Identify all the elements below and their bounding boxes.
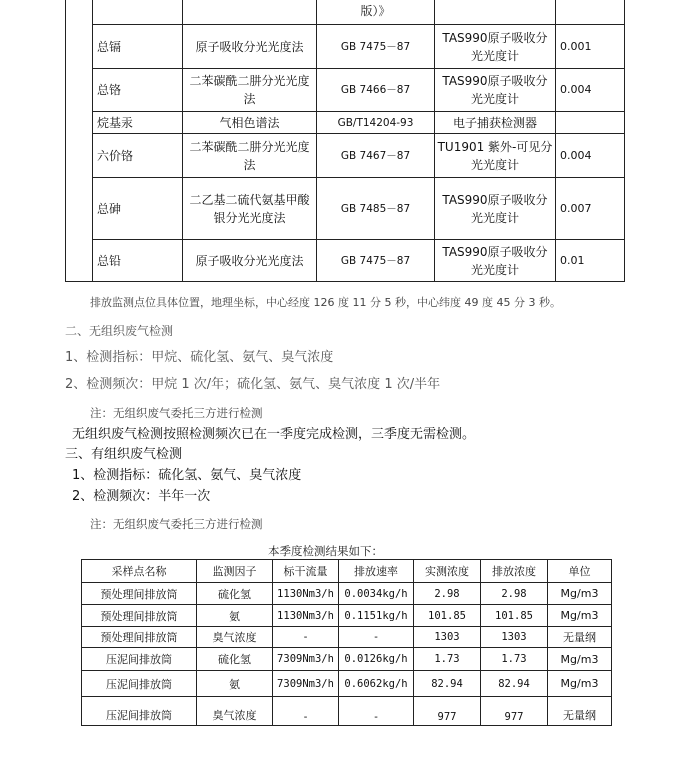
sampling-point: 压泥间排放筒 [82, 671, 197, 697]
section2-title: 二、无组织废气检测 [65, 324, 174, 338]
method-cell: 原子吸收分光光度法 [183, 240, 317, 282]
table-row [66, 112, 625, 134]
section2-statement: 无组织废气检测按照检测频次已在一季度完成检测，三季度无需检测。 [72, 427, 476, 442]
emission-rate: 0.6062kg/h [339, 671, 414, 697]
sampling-point: 预处理间排放筒 [82, 583, 197, 605]
method-cell: 二苯碳酰二肼分光光度法 [183, 69, 317, 112]
column-header: 排放浓度 [481, 560, 548, 583]
instrument-cell: 电子捕获检测器 [435, 112, 556, 134]
monitoring-factor: 硫化氢 [197, 648, 273, 671]
column-header: 排放速率 [339, 560, 414, 583]
monitoring-factor: 氨 [197, 671, 273, 697]
emission-concentration: 977 [481, 697, 548, 726]
measured-concentration: 977 [414, 697, 481, 726]
method-cell: 版）》 [317, 0, 435, 25]
standard-cell: GB/T14204-93 [317, 112, 435, 134]
flow-rate: - [273, 697, 339, 726]
instrument-cell: TAS990原子吸收分光光度计 [435, 69, 556, 112]
emission-rate: 0.1151kg/h [339, 605, 414, 627]
section3-item1: 1、检测指标：硫化氢、氨气、臭气浓度 [72, 468, 302, 483]
flow-rate: 7309Nm3/h [273, 671, 339, 697]
measured-concentration: 1.73 [414, 648, 481, 671]
table-row [82, 671, 612, 697]
pollutant-name: 总砷 [93, 178, 183, 240]
unit: 无量纲 [548, 697, 612, 726]
section3-item2: 2、检测频次：半年一次 [72, 489, 211, 504]
detection-limit-cell: 0.004 [556, 69, 625, 112]
table-row [66, 25, 625, 69]
unit: Mg/m3 [548, 605, 612, 627]
unit: Mg/m3 [548, 671, 612, 697]
method-cell: 原子吸收分光光度法 [183, 25, 317, 69]
table-row [82, 648, 612, 671]
results-table [81, 559, 612, 726]
sampling-point: 压泥间排放筒 [82, 648, 197, 671]
sampling-point: 预处理间排放筒 [82, 605, 197, 627]
unit: Mg/m3 [548, 648, 612, 671]
emission-rate: - [339, 697, 414, 726]
monitoring-factor: 氨 [197, 605, 273, 627]
emission-concentration: 82.94 [481, 671, 548, 697]
standard-cell: GB 7467－87 [317, 134, 435, 178]
section2-item1: 1、检测指标：甲烷、硫化氢、氨气、臭气浓度 [65, 350, 334, 365]
standard-cell: GB 7466－87 [317, 69, 435, 112]
emission-concentration: 2.98 [481, 583, 548, 605]
method-cell: 二乙基二硫代氨基甲酸银分光光度法 [183, 178, 317, 240]
detection-limit-cell: 0.001 [556, 25, 625, 69]
pollutant-name: 总铬 [93, 69, 183, 112]
detection-limit-cell [556, 112, 625, 134]
method-cell: 气相色谱法 [183, 112, 317, 134]
sampling-point: 预处理间排放筒 [82, 627, 197, 648]
detection-limit-cell: 0.007 [556, 178, 625, 240]
emission-concentration: 1.73 [481, 648, 548, 671]
measured-concentration: 82.94 [414, 671, 481, 697]
table-row [82, 627, 612, 648]
measured-concentration: 101.85 [414, 605, 481, 627]
table-row [66, 0, 625, 25]
table-row [82, 605, 612, 627]
flow-rate: - [273, 627, 339, 648]
instrument-cell: TU1901 紫外-可见分光光度计 [435, 134, 556, 178]
monitoring-factor: 臭气浓度 [197, 697, 273, 726]
pollutant-name: 总镉 [93, 25, 183, 69]
table-row [82, 697, 612, 726]
monitoring-factor: 硫化氢 [197, 583, 273, 605]
instrument-cell: TAS990原子吸收分光光度计 [435, 240, 556, 282]
section3-note: 注：无组织废气委托三方进行检测 [90, 517, 263, 531]
section3-title: 三、有组织废气检测 [65, 447, 183, 462]
table-row [66, 240, 625, 282]
table-row [82, 583, 612, 605]
monitoring-methods-table [65, 0, 625, 282]
unit: 无量纲 [548, 627, 612, 648]
column-header: 标干流量 [273, 560, 339, 583]
emission-concentration: 1303 [481, 627, 548, 648]
standard-cell: GB 7475－87 [317, 240, 435, 282]
instrument-cell: TAS990原子吸收分光光度计 [435, 25, 556, 69]
instrument-cell: TAS990原子吸收分光光度计 [435, 178, 556, 240]
monitoring-factor: 臭气浓度 [197, 627, 273, 648]
flow-rate: 7309Nm3/h [273, 648, 339, 671]
emission-rate: 0.0034kg/h [339, 583, 414, 605]
pollutant-name: 烷基汞 [93, 112, 183, 134]
measured-concentration: 2.98 [414, 583, 481, 605]
emission-rate: 0.0126kg/h [339, 648, 414, 671]
column-header: 单位 [548, 560, 612, 583]
detection-limit-cell: 0.004 [556, 134, 625, 178]
emission-concentration: 101.85 [481, 605, 548, 627]
results-caption: 本季度检测结果如下： [268, 544, 383, 558]
table-row [66, 134, 625, 178]
section2-item2: 2、检测频次：甲烷 1 次/年；硫化氢、氨气、臭气浓度 1 次/半年 [65, 377, 441, 392]
pollutant-name: 总铅 [93, 240, 183, 282]
merged-category-cell [66, 0, 93, 282]
table-row [66, 69, 625, 112]
detection-limit-cell: 0.01 [556, 240, 625, 282]
measured-concentration: 1303 [414, 627, 481, 648]
emission-rate: - [339, 627, 414, 648]
column-header: 实测浓度 [414, 560, 481, 583]
table-row [66, 178, 625, 240]
section2-note: 注：无组织废气委托三方进行检测 [90, 406, 263, 420]
standard-cell: GB 7485－87 [317, 178, 435, 240]
sampling-point: 压泥间排放筒 [82, 697, 197, 726]
location-note: 排放监测点位具体位置，地理坐标，中心经度 126 度 11 分 5 秒，中心纬度 49 度 45 分 3 秒。 [90, 296, 561, 309]
method-cell: 二苯碳酰二肼分光光度法 [183, 134, 317, 178]
unit: Mg/m3 [548, 583, 612, 605]
table-header-row [82, 560, 612, 583]
column-header: 监测因子 [197, 560, 273, 583]
standard-cell: GB 7475－87 [317, 25, 435, 69]
column-header: 采样点名称 [82, 560, 197, 583]
flow-rate: 1130Nm3/h [273, 605, 339, 627]
flow-rate: 1130Nm3/h [273, 583, 339, 605]
pollutant-name: 六价铬 [93, 134, 183, 178]
